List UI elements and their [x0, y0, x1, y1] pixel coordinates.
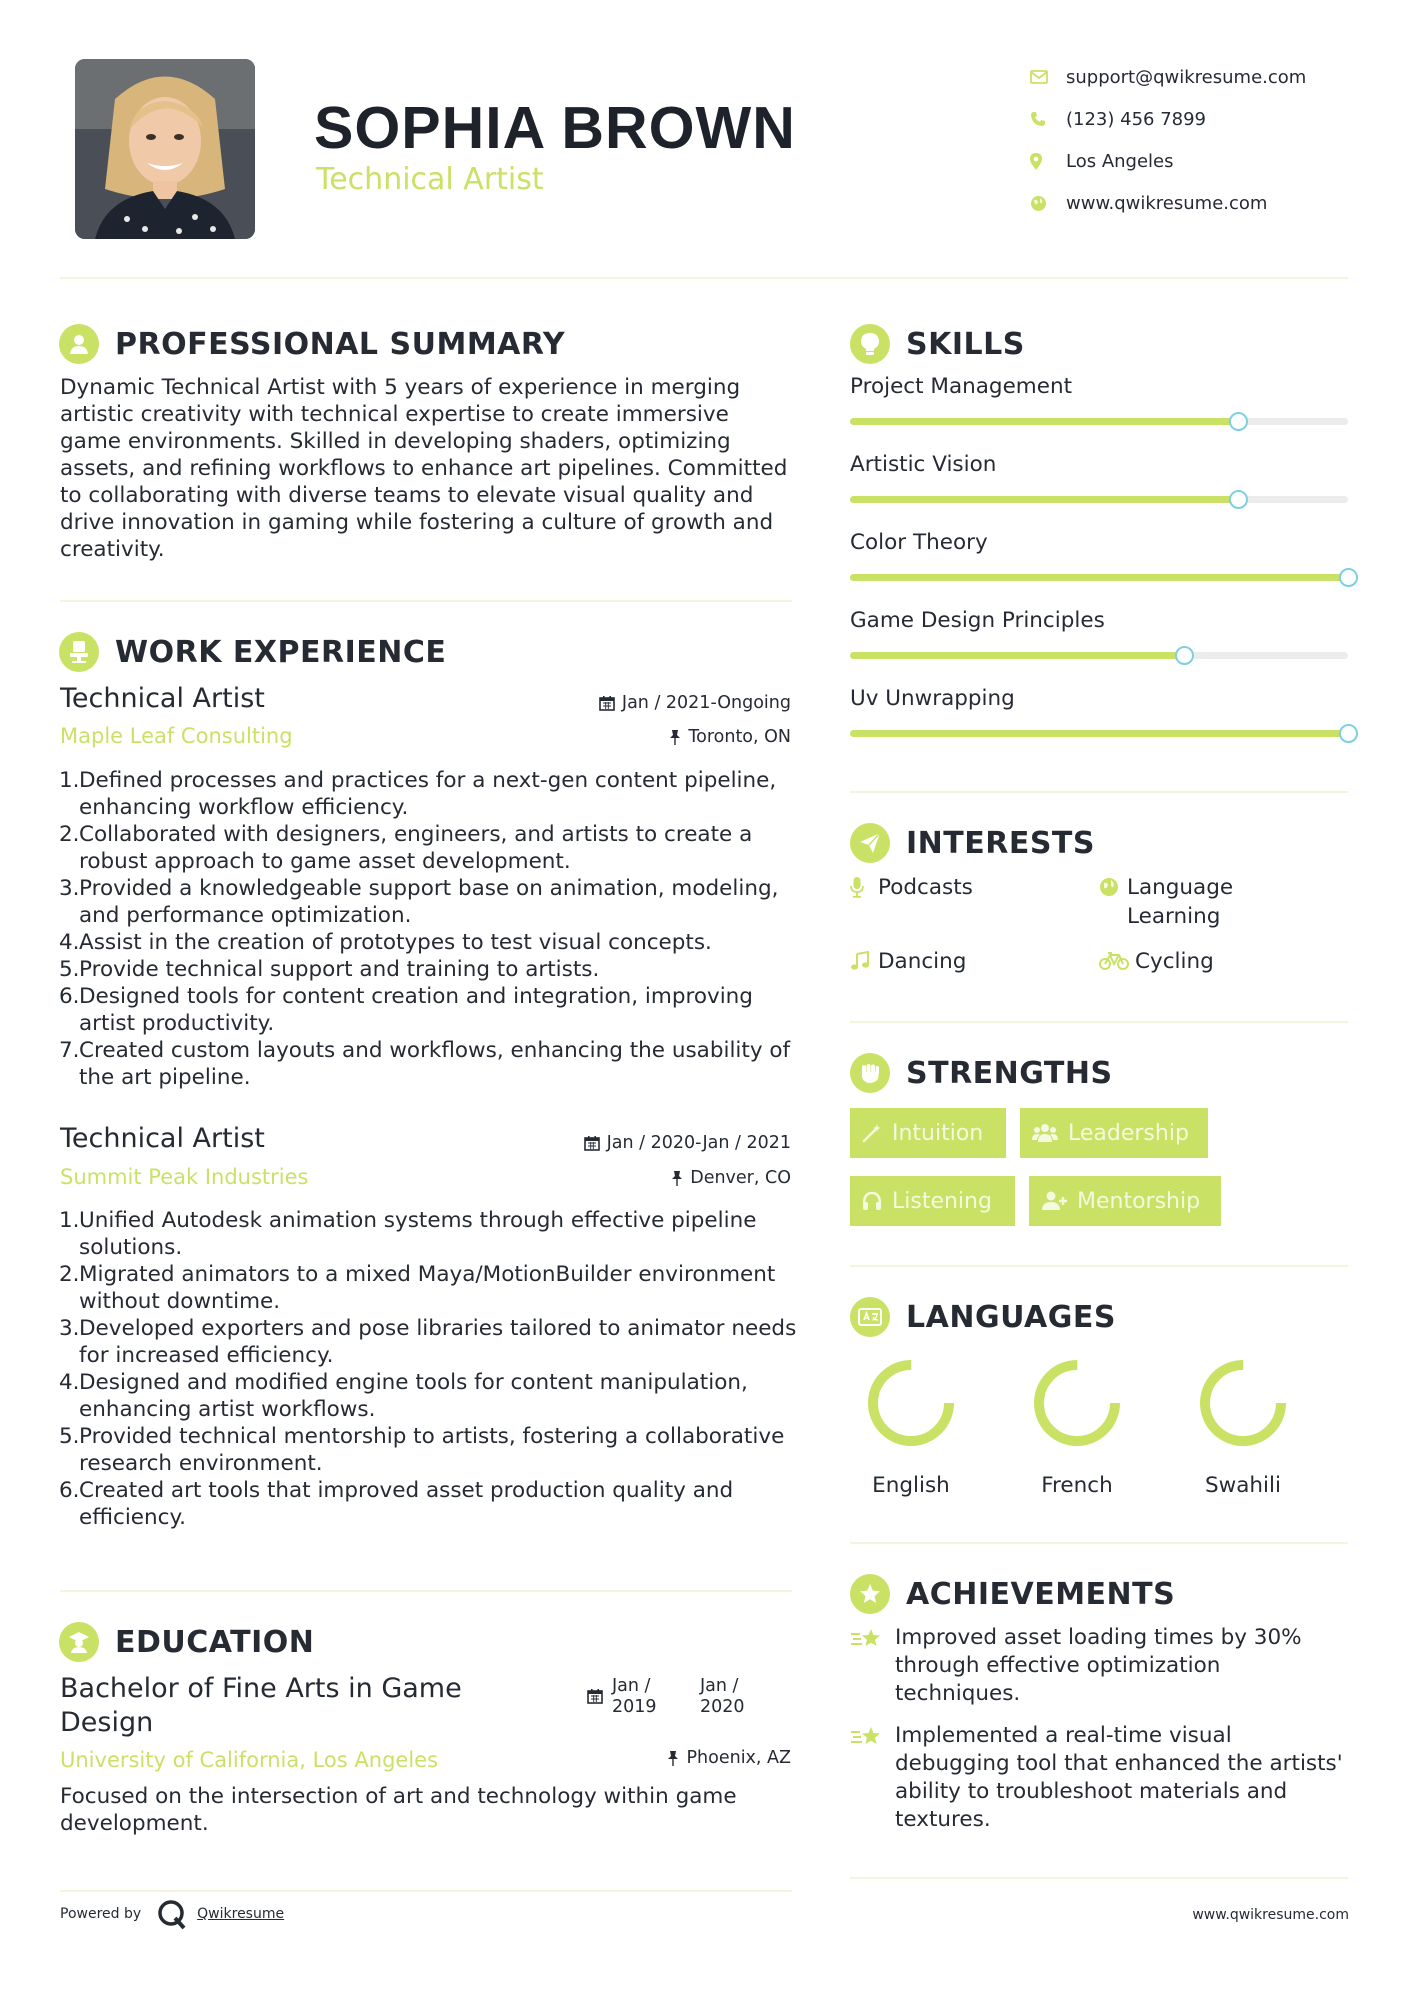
education-degree-line-2: Design	[60, 1707, 154, 1738]
language-gauge-arc	[1205, 1365, 1281, 1441]
interests-header	[850, 823, 1095, 863]
list-item: 1. Defined processes and practices for a next-gen content pipeline, enhancing workflow efficiency.	[59, 768, 777, 820]
strength-intuition	[850, 1108, 1006, 1158]
skill-fill	[850, 496, 1238, 503]
pushpin-icon	[671, 1170, 683, 1186]
graduate-icon	[59, 1622, 99, 1662]
languages-header	[850, 1297, 1116, 1337]
skill-track	[850, 496, 1348, 503]
globe-icon	[1099, 873, 1127, 905]
pushpin-icon	[669, 729, 681, 745]
interest-language-learning	[1099, 873, 1233, 931]
job-2-company: Summit Peak Industries	[60, 1165, 309, 1189]
list-item: 3. Developed exporters and pose libraries tailored to animator needs for increased efficiency.	[59, 1316, 797, 1368]
interest-language-learning-label: Language Learning	[1127, 875, 1234, 929]
list-item: 3. Provided a knowledgeable support base on animation, modeling, and performance optimization.	[59, 876, 779, 928]
skill-level-handle	[1229, 412, 1248, 431]
education-end: Jan / 2020	[700, 1676, 745, 1717]
contact-location-text: Los Angeles	[1066, 150, 1174, 172]
microphone-icon	[850, 873, 878, 906]
contact-list	[1030, 56, 1370, 224]
user-icon	[59, 324, 99, 364]
language-label: Swahili	[1205, 1473, 1281, 1498]
summary-header	[59, 324, 565, 364]
education-header	[59, 1622, 314, 1662]
list-item: 5. Provided technical mentorship to artists, fostering a collaborative research environment.	[59, 1424, 785, 1476]
shooting-star-icon	[850, 1722, 895, 1752]
list-item: 2. Migrated animators to a mixed Maya/MotionBuilder environment without downtime.	[59, 1262, 776, 1314]
interest-cycling	[1099, 947, 1214, 979]
education-degree	[60, 1672, 462, 1740]
language-gauge-arc	[1039, 1365, 1115, 1441]
skill-level-handle	[1339, 568, 1358, 587]
interest-podcasts	[850, 873, 973, 906]
skill-label: Game Design Principles	[850, 608, 1105, 633]
achievement-2	[850, 1722, 1350, 1834]
job-1-company: Maple Leaf Consulting	[60, 724, 293, 748]
interest-dancing	[850, 947, 966, 979]
skill-fill	[850, 418, 1238, 425]
list-item: 2. Collaborated with designers, engineers, and artists to create a robust approach to game asset development.	[59, 822, 753, 874]
skill-level-handle	[1229, 490, 1248, 509]
skill-track	[850, 418, 1348, 425]
education-title: EDUCATION	[115, 1624, 315, 1660]
job-2-bullets	[59, 1207, 797, 1531]
education-location-text: Phoenix, AZ	[686, 1748, 791, 1768]
contact-location	[1030, 140, 1370, 182]
contact-phone-text: (123) 456 7899	[1066, 108, 1207, 130]
contact-website-text: www.qwikresume.com	[1066, 192, 1268, 214]
achievements-divider	[850, 1877, 1348, 1879]
achievement-2-text: Implemented a real-time visual debugging tool that enhanced the artists' ability to troubleshoot materials and textures.	[895, 1723, 1343, 1832]
job-1-bullets	[59, 767, 797, 1091]
languages-divider	[850, 1542, 1348, 1544]
calendar-icon	[587, 1688, 603, 1704]
strength-listening	[850, 1176, 1015, 1226]
strengths-title: STRENGTHS	[906, 1055, 1113, 1091]
language-label: English	[872, 1473, 950, 1498]
language-label: French	[1041, 1473, 1113, 1498]
achievements-title: ACHIEVEMENTS	[906, 1576, 1176, 1612]
skill-track	[850, 730, 1348, 737]
skill-track	[850, 574, 1348, 581]
paper-plane-icon	[850, 823, 890, 863]
education-start: Jan / 2019	[612, 1676, 657, 1717]
skill-fill	[850, 652, 1184, 659]
contact-phone[interactable]	[1030, 98, 1370, 140]
skill-track	[850, 652, 1348, 659]
language-gauge-arc	[873, 1365, 949, 1441]
education-school: University of California, Los Angeles	[60, 1748, 439, 1772]
job-1-role: Technical Artist	[60, 683, 265, 714]
language-item	[851, 1353, 971, 1498]
interests-divider	[850, 1021, 1348, 1023]
strength-leadership-label: Leadership	[1068, 1120, 1189, 1146]
strength-mentorship	[1029, 1176, 1221, 1226]
education-divider	[60, 1890, 792, 1892]
language-gauge	[1027, 1353, 1127, 1453]
job-1-date	[599, 693, 791, 713]
summary-divider	[60, 600, 792, 602]
strengths-header	[850, 1053, 1113, 1093]
strength-intuition-label: Intuition	[892, 1120, 984, 1146]
job-1-date-text: Jan / 2021-Ongoing	[621, 693, 791, 713]
powered-by-text: Powered by	[60, 1906, 142, 1922]
skill-label: Project Management	[850, 374, 1073, 399]
footer-powered-by	[60, 1897, 284, 1931]
skill-label: Color Theory	[850, 530, 988, 555]
achievement-1-text: Improved asset loading times by 30% through effective optimization techniques.	[895, 1625, 1302, 1706]
job-2-date	[584, 1133, 791, 1153]
achievements-header	[850, 1574, 1175, 1614]
list-item: 4. Assist in the creation of prototypes to test visual concepts.	[59, 930, 712, 955]
skill-label: Uv Unwrapping	[850, 686, 1015, 711]
work-divider	[60, 1590, 792, 1592]
magic-wand-icon	[862, 1123, 882, 1143]
job-2-location	[671, 1168, 791, 1188]
candidate-title: Technical Artist	[316, 162, 544, 197]
job-2-location-text: Denver, CO	[690, 1168, 791, 1188]
education-location	[667, 1748, 791, 1768]
phone-icon	[1030, 111, 1066, 127]
interests-title: INTERESTS	[906, 825, 1095, 861]
work-title: WORK EXPERIENCE	[115, 634, 447, 670]
languages-title: LANGUAGES	[906, 1299, 1116, 1335]
language-gauge	[861, 1353, 961, 1453]
add-user-icon	[1041, 1191, 1067, 1211]
list-item: 6. Designed tools for content creation and integration, improving artist productivity.	[59, 984, 753, 1036]
summary-title: PROFESSIONAL SUMMARY	[115, 326, 566, 362]
footer-website[interactable]: www.qwikresume.com	[1192, 1907, 1349, 1923]
strengths-divider	[850, 1265, 1348, 1267]
fist-icon	[850, 1053, 890, 1093]
strength-listening-label: Listening	[892, 1188, 992, 1214]
skills-header	[850, 324, 1025, 364]
contact-email[interactable]	[1030, 56, 1370, 98]
envelope-icon	[1030, 70, 1066, 84]
globe-icon	[1030, 195, 1066, 212]
skill-fill	[850, 574, 1348, 581]
contact-email-text: support@qwikresume.com	[1066, 66, 1307, 88]
education-description: Focused on the intersection of art and technology within game development.	[60, 1784, 737, 1836]
contact-website[interactable]	[1030, 182, 1370, 224]
summary-text: Dynamic Technical Artist with 5 years of experience in merging artistic creativity with technical expertise to create immersive game environments. Skilled in developing shaders, optimizing assets, and refining workflows to enhance art pipelines. Committed to collaborating with diverse teams to elevate visual quality and drive innovation in gaming while fostering a culture of growth and creativity.	[60, 375, 788, 562]
skill-fill	[850, 730, 1348, 737]
interest-dancing-label: Dancing	[878, 949, 967, 974]
strength-mentorship-label: Mentorship	[1077, 1188, 1201, 1214]
brand-link[interactable]: Qwikresume	[197, 1906, 285, 1922]
shooting-star-icon	[850, 1624, 895, 1654]
job-2-date-text: Jan / 2020-Jan / 2021	[606, 1133, 791, 1153]
candidate-name: SOPHIA BROWN	[314, 95, 796, 161]
achievement-1	[850, 1624, 1350, 1708]
skill-level-handle	[1339, 724, 1358, 743]
skills-title: SKILLS	[906, 326, 1025, 362]
headphones-icon	[862, 1191, 882, 1211]
location-pin-icon	[1030, 153, 1066, 170]
language-item	[1017, 1353, 1137, 1498]
header-divider	[60, 277, 1348, 279]
profile-photo	[75, 59, 255, 239]
job-2-role: Technical Artist	[60, 1123, 265, 1154]
list-item: 1. Unified Autodesk animation systems through effective pipeline solutions.	[59, 1208, 757, 1260]
star-badge-icon	[850, 1574, 890, 1614]
translate-icon	[850, 1297, 890, 1337]
language-item	[1183, 1353, 1303, 1498]
group-icon	[1032, 1123, 1058, 1143]
skills-divider	[850, 791, 1348, 793]
list-item: 7. Created custom layouts and workflows, enhancing the usability of the art pipeline.	[59, 1038, 791, 1090]
calendar-icon	[599, 695, 615, 711]
list-item: 5. Provide technical support and training to artists.	[59, 957, 600, 982]
interest-podcasts-label: Podcasts	[878, 875, 973, 900]
interest-cycling-label: Cycling	[1135, 949, 1214, 974]
briefcase-chair-icon	[59, 632, 99, 672]
job-1-location	[669, 727, 791, 747]
education-degree-line-1: Bachelor of Fine Arts in Game	[60, 1673, 462, 1704]
education-dates	[587, 1676, 745, 1718]
calendar-icon	[584, 1135, 600, 1151]
skill-label: Artistic Vision	[850, 452, 997, 477]
list-item: 4. Designed and modified engine tools for content manipulation, enhancing artist workflows.	[59, 1370, 748, 1422]
strength-leadership	[1020, 1108, 1208, 1158]
skill-level-handle	[1175, 646, 1194, 665]
work-header	[59, 632, 446, 672]
list-item: 6. Created art tools that improved asset production quality and efficiency.	[59, 1478, 734, 1530]
music-note-icon	[850, 947, 878, 979]
lightbulb-icon	[850, 324, 890, 364]
qwikresume-logo-icon	[155, 1897, 189, 1931]
language-gauge	[1193, 1353, 1293, 1453]
bicycle-icon	[1099, 947, 1135, 979]
pushpin-icon	[667, 1750, 679, 1766]
job-1-location-text: Toronto, ON	[688, 727, 791, 747]
